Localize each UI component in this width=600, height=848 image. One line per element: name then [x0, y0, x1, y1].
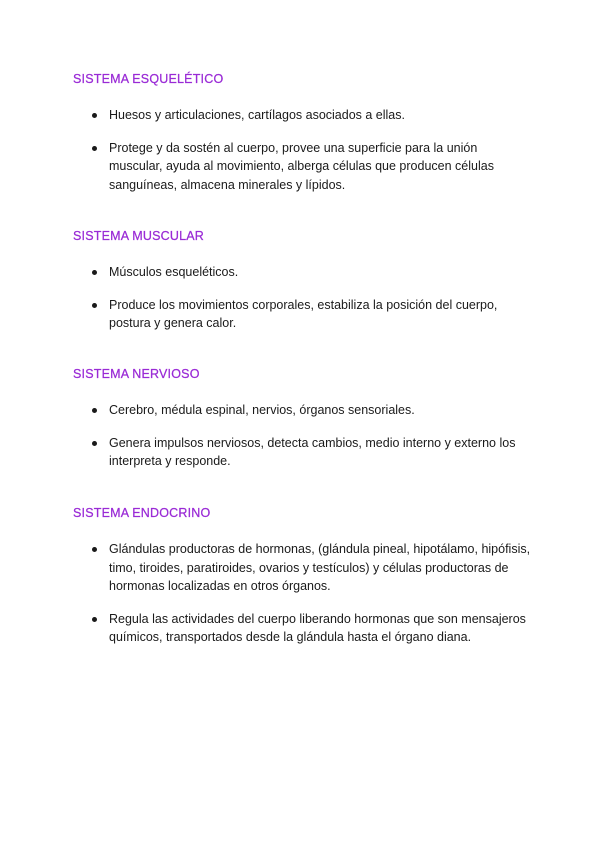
list-item-text: Regula las actividades del cuerpo liberando hormonas que son mensajeros químicos, transportados desde la glándula hasta el órgano diana. — [109, 611, 526, 644]
list-item-text: Cerebro, médula espinal, nervios, órganos sensoriales. — [109, 403, 415, 417]
section-title: SISTEMA ESQUELÉTICO — [73, 72, 224, 86]
list-item — [73, 139, 533, 195]
list-item-text: Protege y da sostén al cuerpo, provee una superficie para la unión muscular, ayuda al movimiento, alberga células que producen células sanguíneas, almacena minerales y lípidos. — [109, 140, 494, 192]
list-item — [73, 106, 533, 125]
list-item-text: Produce los movimientos corporales, estabiliza la posición del cuerpo, postura y genera calor. — [109, 297, 498, 330]
list-item-text: Huesos y articulaciones, cartílagos asociados a ellas. — [109, 108, 405, 122]
bullet-list — [73, 106, 533, 194]
list-item — [73, 263, 533, 282]
section-title: SISTEMA NERVIOSO — [73, 367, 200, 381]
list-item-text: Músculos esqueléticos. — [109, 265, 239, 279]
list-item — [73, 540, 533, 596]
list-item-text: Glándulas productoras de hormonas, (glándula pineal, hipotálamo, hipófisis, timo, tiroides, paratiroides, ovarios y testículos) y células productoras de hormonas localizadas en otros órganos. — [109, 542, 531, 593]
list-item-text: Genera impulsos nerviosos, detecta cambios, medio interno y externo los interpreta y responde. — [109, 435, 516, 468]
bullet-icon — [92, 270, 97, 275]
bullet-icon — [92, 146, 97, 151]
section-nervioso — [73, 366, 533, 471]
bullet-list — [73, 540, 533, 647]
bullet-icon — [92, 408, 97, 413]
bullet-icon — [92, 113, 97, 118]
section-muscular — [73, 228, 533, 333]
list-item — [73, 296, 533, 333]
bullet-icon — [92, 547, 97, 552]
bullet-icon — [92, 303, 97, 308]
list-item — [73, 434, 533, 471]
bullet-icon — [92, 441, 97, 446]
list-item — [73, 610, 533, 647]
list-item — [73, 401, 533, 420]
bullet-list — [73, 401, 533, 471]
section-title: SISTEMA MUSCULAR — [73, 229, 205, 243]
section-endocrino — [73, 505, 533, 647]
bullet-list — [73, 263, 533, 333]
bullet-icon — [92, 617, 97, 622]
section-title: SISTEMA ENDOCRINO — [73, 506, 211, 520]
section-esqueletico — [73, 71, 533, 194]
